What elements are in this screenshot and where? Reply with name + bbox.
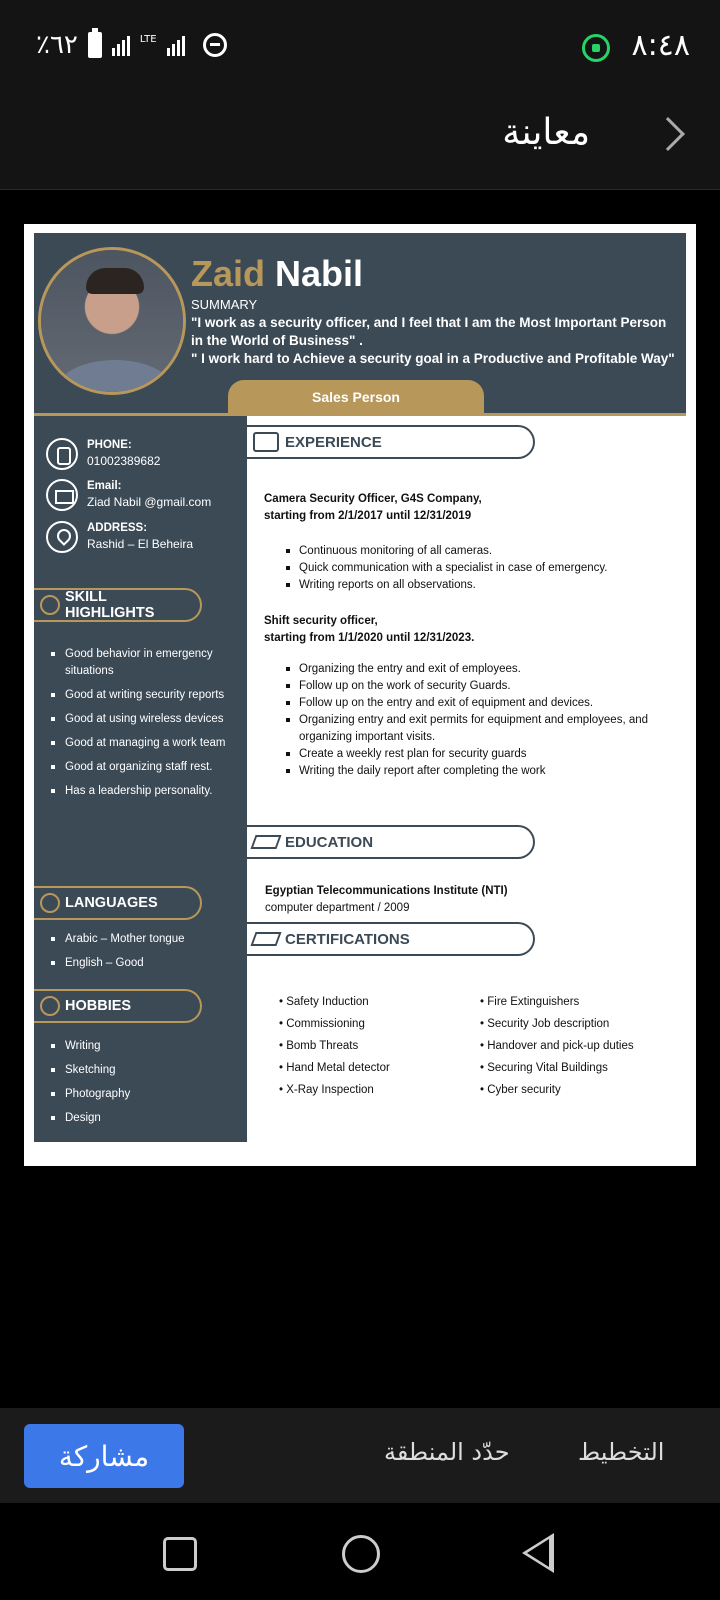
- resume-name: [191, 253, 363, 295]
- experience-heading: [247, 425, 535, 459]
- list-item: Design: [49, 1110, 234, 1127]
- document-preview[interactable]: [24, 224, 696, 1166]
- languages-list: [49, 931, 234, 979]
- job-dates: starting from 1/1/2020 until 12/31/2023.: [264, 632, 475, 644]
- hobbies-list: [49, 1038, 234, 1134]
- list-item: Writing: [49, 1038, 234, 1055]
- job-entry: [264, 491, 674, 594]
- list-item: Has a leadership personality.: [49, 783, 234, 800]
- back-icon[interactable]: [522, 1533, 554, 1573]
- job-dates: starting from 2/1/2017 until 12/31/2019: [264, 510, 472, 522]
- avatar: [38, 247, 186, 395]
- whatsapp-icon: [582, 34, 610, 62]
- list-item: English – Good: [49, 955, 234, 972]
- job-title: Shift security officer,: [264, 615, 378, 627]
- heading-label: EDUCATION: [285, 833, 374, 851]
- contact-label: ADDRESS:: [87, 522, 148, 534]
- list-item: Photography: [49, 1086, 234, 1103]
- list-item: Writing the daily report after completing the work: [284, 763, 674, 780]
- job-bullets: [284, 661, 674, 780]
- job-title-tab: Sales Person: [228, 380, 484, 414]
- status-indicators: [36, 30, 227, 60]
- first-name: Zaid: [191, 253, 266, 294]
- list-item: Good at organizing staff rest.: [49, 759, 234, 776]
- do-not-disturb-icon: [203, 33, 227, 57]
- list-item: Good behavior in emergency situations: [49, 646, 234, 680]
- job-entry: [264, 613, 674, 780]
- status-bar: [0, 0, 720, 90]
- job-title: Camera Security Officer, G4S Company,: [264, 493, 482, 505]
- list-item: • Safety Induction: [279, 991, 390, 1013]
- list-item: Organizing the entry and exit of employees.: [284, 661, 674, 678]
- list-item: Good at managing a work team: [49, 735, 234, 752]
- list-item: Sketching: [49, 1062, 234, 1079]
- person-icon: [40, 996, 60, 1016]
- contact-phone: [46, 438, 160, 470]
- list-item: Follow up on the work of security Guards.: [284, 678, 674, 695]
- chevron-right-icon[interactable]: [651, 117, 685, 151]
- list-item: • Securing Vital Buildings: [480, 1057, 634, 1079]
- languages-heading: [34, 886, 202, 920]
- hobbies-heading: [34, 989, 202, 1023]
- list-item: • Handover and pick-up duties: [480, 1035, 634, 1057]
- heading-label: SKILL HIGHLIGHTS: [65, 589, 155, 621]
- battery-icon: [88, 32, 102, 58]
- select-region-button[interactable]: حدّد المنطقة: [384, 1438, 510, 1466]
- graduation-cap-icon: [250, 932, 281, 946]
- contact-label: PHONE:: [87, 439, 132, 451]
- contact-value: Ziad Nabil @gmail.com: [87, 495, 212, 509]
- home-icon[interactable]: [342, 1535, 380, 1573]
- contact-value: 01002389682: [87, 454, 161, 468]
- summary-label: SUMMARY: [191, 297, 258, 312]
- share-button[interactable]: مشاركة: [24, 1424, 184, 1488]
- heading-label: EXPERIENCE: [285, 433, 382, 451]
- system-nav-bar: [0, 1503, 720, 1600]
- certifications-heading: [247, 922, 535, 956]
- list-item: Good at using wireless devices: [49, 711, 234, 728]
- education-institution: Egyptian Telecommunications Institute (NTI): [265, 885, 508, 897]
- action-bar: [0, 1408, 720, 1503]
- list-item: • Bomb Threats: [279, 1035, 390, 1057]
- app-header: [0, 90, 720, 190]
- signal-icon: [112, 34, 130, 56]
- list-item: • Security Job description: [480, 1013, 634, 1035]
- contact-value: Rashid – El Beheira: [87, 537, 194, 551]
- list-item: • Cyber security: [480, 1079, 634, 1101]
- list-item: • X-Ray Inspection: [279, 1079, 390, 1101]
- education-details: computer department / 2009: [265, 902, 410, 914]
- list-item: Create a weekly rest plan for security guards: [284, 746, 674, 763]
- list-item: Continuous monitoring of all cameras.: [284, 543, 674, 560]
- heading-label: HOBBIES: [65, 998, 132, 1014]
- resume-sidebar: [34, 416, 247, 1142]
- list-item: Organizing entry and exit permits for equipment and employees, and organizing important visits.: [284, 712, 674, 746]
- summary-line: "I work as a security officer, and I feel that I am the Most Important Person in the World of Business" .: [191, 315, 667, 348]
- layout-button[interactable]: التخطيط: [578, 1438, 665, 1466]
- heading-label: LANGUAGES: [65, 895, 158, 911]
- certifications-list-right: [480, 991, 634, 1101]
- summary-text: [191, 314, 681, 368]
- resume-page: [34, 233, 686, 1157]
- page-title: معاينة: [502, 112, 590, 153]
- contact-email: [46, 479, 211, 511]
- education-entry: [265, 883, 508, 917]
- gear-icon: [40, 595, 60, 615]
- signal-icon-secondary: [167, 34, 185, 56]
- list-item: • Fire Extinguishers: [480, 991, 634, 1013]
- education-heading: [247, 825, 535, 859]
- contact-label: Email:: [87, 480, 122, 492]
- translate-icon: [40, 893, 60, 913]
- heading-label: CERTIFICATIONS: [285, 930, 410, 948]
- list-item: Writing reports on all observations.: [284, 577, 674, 594]
- job-bullets: [284, 543, 674, 594]
- contact-address: [46, 521, 193, 553]
- list-item: • Commissioning: [279, 1013, 390, 1035]
- battery-percent: ٪٦٢: [36, 30, 78, 60]
- last-name: Nabil: [275, 253, 364, 294]
- certifications-list-left: [279, 991, 390, 1101]
- skills-list: [49, 646, 234, 807]
- list-item: Arabic – Mother tongue: [49, 931, 234, 948]
- recent-apps-icon[interactable]: [163, 1537, 197, 1571]
- location-pin-icon: [46, 521, 78, 553]
- briefcase-icon: [253, 432, 279, 452]
- list-item: • Hand Metal detector: [279, 1057, 390, 1079]
- status-time: ٨:٤٨: [631, 28, 690, 63]
- email-icon: [46, 479, 78, 511]
- graduation-cap-icon: [250, 835, 281, 849]
- list-item: Quick communication with a specialist in case of emergency.: [284, 560, 674, 577]
- summary-line: " I work hard to Achieve a security goal in a Productive and Profitable Way": [191, 351, 675, 366]
- list-item: Follow up on the entry and exit of equipment and devices.: [284, 695, 674, 712]
- network-type: LTE: [139, 33, 157, 45]
- skills-heading: [34, 588, 202, 622]
- list-item: Good at writing security reports: [49, 687, 234, 704]
- phone-icon: [46, 438, 78, 470]
